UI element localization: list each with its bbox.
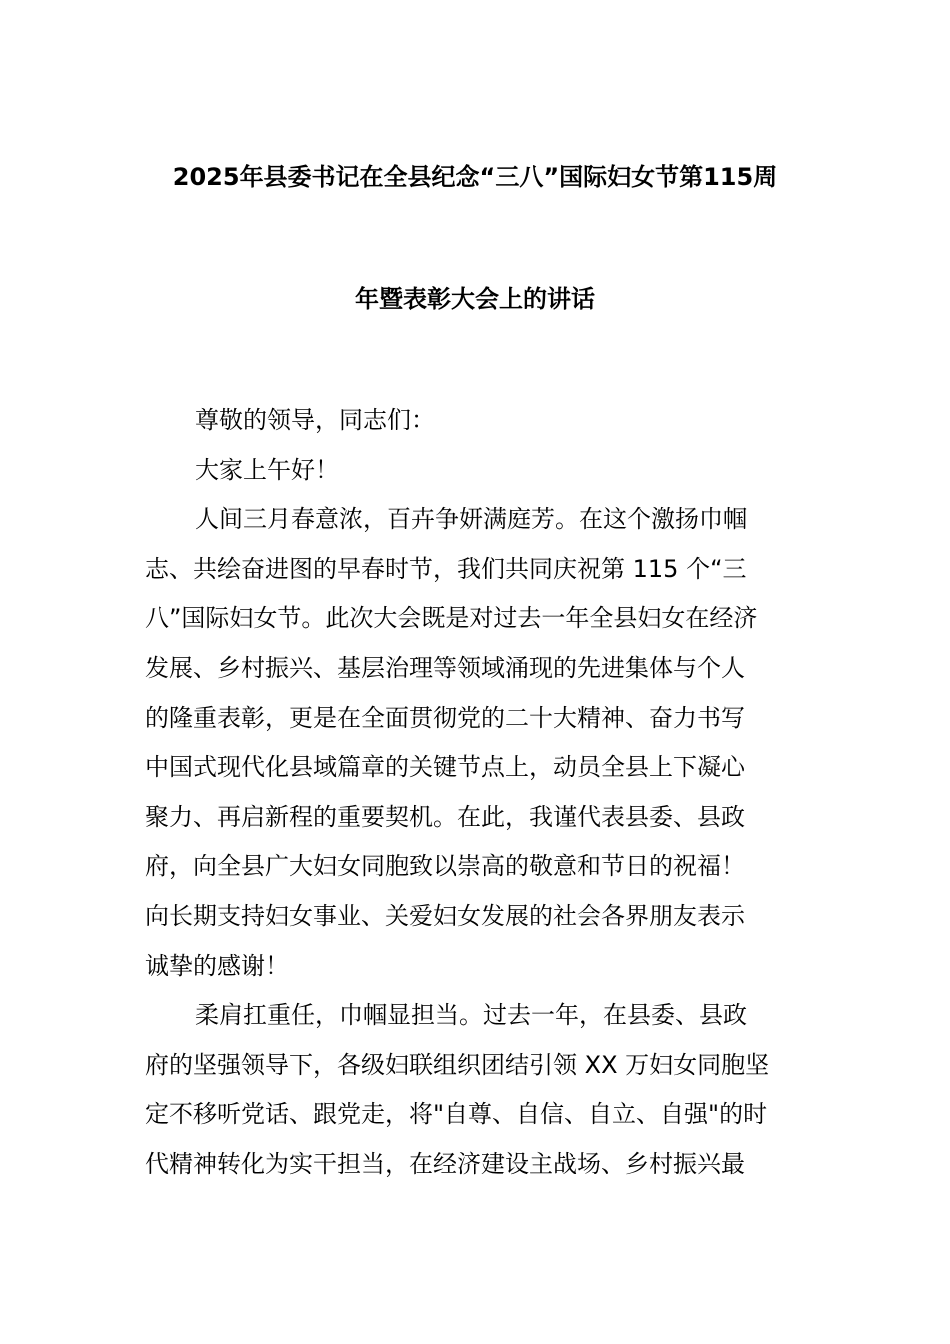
paragraph-line: 定不移听党话、跟党走，将"自尊、自信、自立、自强"的时 xyxy=(145,1100,768,1129)
document-body xyxy=(145,396,809,1190)
paragraph-line: 府的坚强领导下，各级妇联组织团结引领 XX 万妇女同胞坚 xyxy=(145,1050,770,1079)
paragraph-line: 中国式现代化县域篇章的关键节点上，动员全县上下凝心 xyxy=(145,753,745,782)
paragraph-line: 向长期支持妇女事业、关爱妇女发展的社会各界朋友表示 xyxy=(145,901,745,930)
paragraph-line: 柔肩扛重任，巾帼显担当。过去一年，在县委、县政 xyxy=(195,1001,747,1030)
greeting: 大家上午好！ xyxy=(195,455,339,484)
paragraph-line: 诚挚的感谢！ xyxy=(145,951,289,980)
paragraph-line: 人间三月春意浓，百卉争妍满庭芳。在这个激扬巾帼 xyxy=(195,505,747,534)
paragraph-line: 的隆重表彰，更是在全面贯彻党的二十大精神、奋力书写 xyxy=(145,703,745,732)
document-title-line-2: 年暨表彰大会上的讲话 xyxy=(355,285,595,313)
paragraph-line: 八”国际妇女节。此次大会既是对过去一年全县妇女在经济 xyxy=(145,604,758,633)
salutation: 尊敬的领导，同志们： xyxy=(195,406,435,434)
paragraph-line: 发展、乡村振兴、基层治理等领域涌现的先进集体与个人 xyxy=(145,653,745,682)
paragraph-line: 志、共绘奋进图的早春时节，我们共同庆祝第 115 个“三 xyxy=(145,554,747,583)
paragraph-line: 府，向全县广大妇女同胞致以崇高的敬意和节日的祝福！ xyxy=(145,852,745,881)
document-title-line-1: 2025年县委书记在全县纪念“三八”国际妇女节第115周 xyxy=(172,163,778,191)
paragraph-line: 聚力、再启新程的重要契机。在此，我谨代表县委、县政 xyxy=(145,802,745,831)
paragraph-line: 代精神转化为实干担当，在经济建设主战场、乡村振兴最 xyxy=(145,1149,745,1178)
